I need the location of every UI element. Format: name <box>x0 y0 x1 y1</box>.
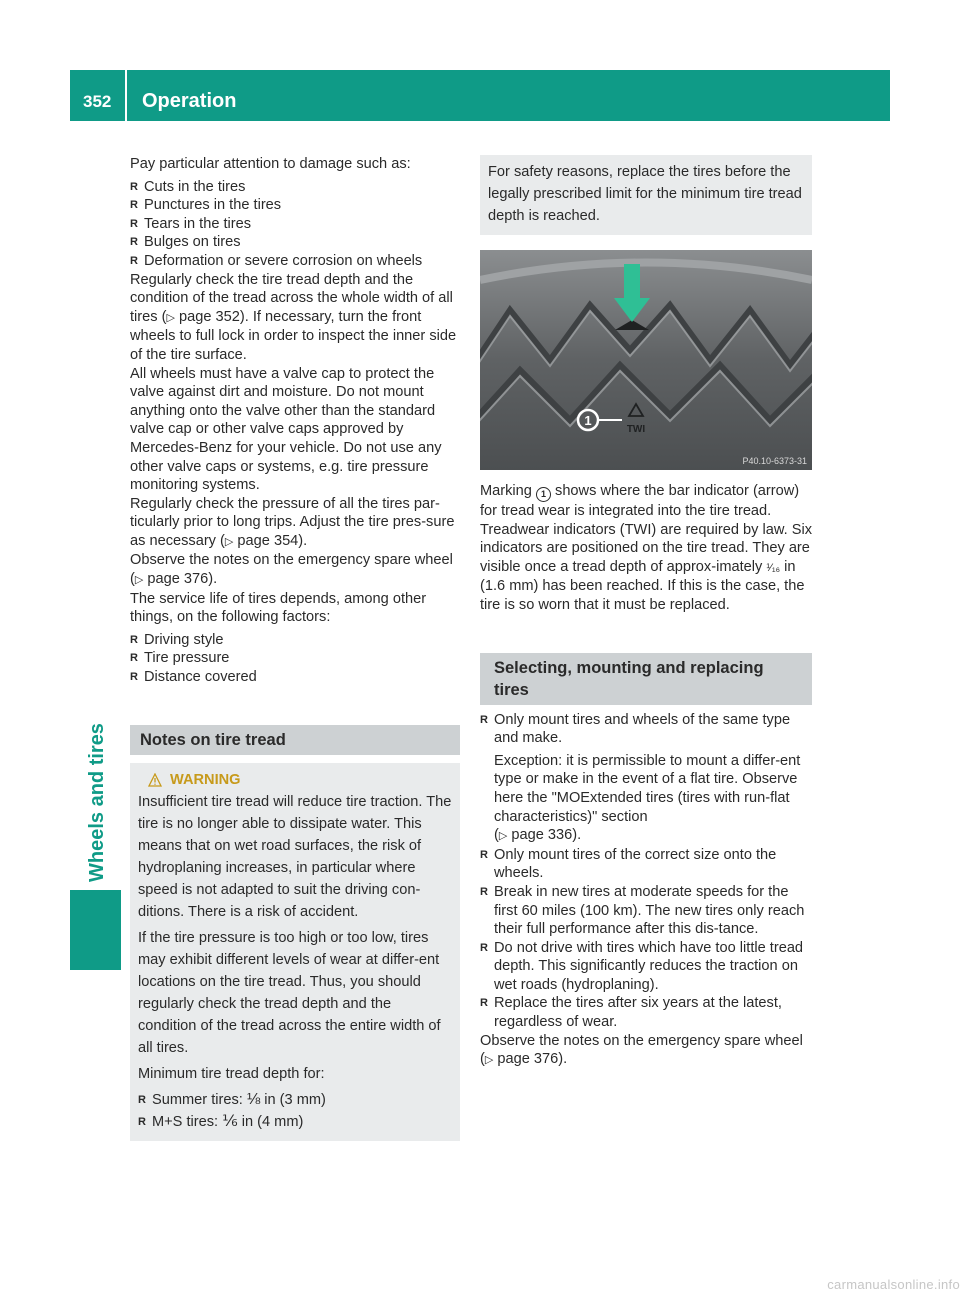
page-ref-icon: ▷ <box>498 830 508 843</box>
warning-title <box>138 769 452 791</box>
list-item: R Cuts in the tires <box>130 178 460 197</box>
tread-depth-list <box>138 1089 452 1133</box>
tire-tread-illustration <box>480 250 812 470</box>
warning-box <box>130 763 460 1141</box>
list-item: R Break in new tires at moderate speeds for the first 60 miles (100 km). The new tires only reach their full performance after this dis-tance. <box>480 883 812 939</box>
tire-tread-figure <box>480 250 812 470</box>
page-ref-icon: ▷ <box>166 311 175 324</box>
text: in (1.6 mm) has been reached. If this is the case, the tire is so worn that it must be replaced. <box>480 558 805 613</box>
warning-text: Insufficient tire tread will reduce tire traction. The tire is no longer able to dissipate water. This means that on wet road surfaces, the risk of hydroplaning increases, in particular where speed is not adapted to suit the driving con-ditions. There is a risk of accident. <box>138 793 452 920</box>
paragraph <box>480 1032 812 1070</box>
page-ref-icon: ▷ <box>484 1054 494 1067</box>
text: Marking <box>480 483 536 499</box>
list-item: R Do not drive with tires which have too little tread depth. This significantly reduces the traction on wet roads (hydroplaning). <box>480 939 812 995</box>
section-title: Operation <box>142 90 237 112</box>
list-item <box>138 1089 452 1111</box>
warning-title-text: WARNING <box>170 771 241 788</box>
damage-list <box>130 178 460 271</box>
figure-code: P40.10-6373-31 <box>742 456 807 466</box>
text: page 336). <box>507 827 582 844</box>
footer-url[interactable]: carmanualsonline.info <box>827 1277 960 1292</box>
warning-text: Minimum tire tread depth for: <box>138 1065 325 1082</box>
fraction: ¹⁄₁₆ <box>766 561 781 574</box>
page-ref-icon: ▷ <box>224 535 234 548</box>
paragraph: The service life of tires depends, among other things, on the following factors: <box>130 590 427 626</box>
paragraph <box>130 551 460 589</box>
text: in (3 mm) <box>260 1091 326 1108</box>
twi-label: TWI <box>626 424 646 435</box>
fraction: ⅛ <box>246 1090 261 1108</box>
text: page 354). <box>233 532 308 549</box>
left-column <box>130 155 460 1141</box>
list-item: R Tire pressure <box>130 649 460 668</box>
right-column <box>480 155 812 1070</box>
selecting-list <box>480 846 812 1032</box>
text: Treadwear indicators (TWI) are required by law. Six indicators are positioned on the tire tread. They are visible once a tread depth of approx-imately <box>480 521 812 575</box>
figure-marker-1: 1 <box>584 413 592 428</box>
text: page 352). If necessary, turn the front wheels to full lock in order to inspect the inner side of the tire surface. <box>130 308 457 363</box>
text: Regularly check the pressure of all the tires par-ticularly prior to long trips. Adjust the tire pres-sure as necessary ( <box>130 495 455 549</box>
text: shows where the bar indicator (arrow) for tread wear is integrated into the tire tread. <box>480 483 800 519</box>
paragraph <box>480 521 812 615</box>
side-tab-marker <box>70 890 121 970</box>
side-tab-label: Wheels and tires <box>86 723 108 882</box>
page-ref-icon: ▷ <box>134 574 144 587</box>
list-item: R Deformation or severe corrosion on wheels <box>130 252 460 271</box>
list-item <box>480 711 812 846</box>
fraction: ⅙ <box>222 1112 238 1130</box>
paragraph: All wheels must have a valve cap to protect the valve against dirt and moisture. Do not mount anything onto the valve other than the standard valve cap or other valve caps approved by Mercedes-Benz for your vehicle. Do not use any other valve caps or systems, e.g. tire pressure monitoring systems. <box>130 365 442 494</box>
list-item: R Bulges on tires <box>130 233 460 252</box>
intro-text: Pay particular attention to damage such as: <box>130 156 411 172</box>
header-divider <box>125 70 127 121</box>
list-item: R Distance covered <box>130 668 460 687</box>
notes-heading: Notes on tire tread <box>130 725 460 755</box>
text: Observe the notes on the emergency spare wheel ( <box>130 552 453 588</box>
text: page 376). <box>493 1051 568 1068</box>
list-item: R Replace the tires after six years at the latest, regardless of wear. <box>480 994 812 1031</box>
paragraph <box>130 495 460 552</box>
paragraph <box>480 482 812 521</box>
safety-note: For safety reasons, replace the tires before the legally prescribed limit for the minimum tire tread depth is reached. <box>480 155 812 235</box>
text: M+S tires: <box>152 1113 223 1130</box>
text: in (4 mm) <box>237 1113 304 1130</box>
list-item: R Only mount tires of the correct size onto the wheels. <box>480 846 812 883</box>
text: Exception: it is permissible to mount a differ-ent type or make in the event of a flat tire. Observe here the "MOExtended tires (tires with run-flat characteristics)" section <box>494 752 801 825</box>
list-item: R Tears in the tires <box>130 215 460 234</box>
text: Only mount tires and wheels of the same type and make. <box>494 711 791 747</box>
page-number: 352 <box>83 92 112 111</box>
factor-list <box>130 631 460 687</box>
text: page 376). <box>143 571 218 588</box>
text: Summer tires: <box>152 1091 247 1108</box>
selecting-heading: Selecting, mounting and replacing tires <box>480 653 812 705</box>
warning-icon <box>148 773 162 787</box>
text: Regularly check the tire tread depth and the condition of the tread across the whole width of all tires ( <box>130 271 453 325</box>
list-item: R Punctures in the tires <box>130 196 460 215</box>
list-item <box>138 1111 452 1133</box>
warning-text: If the tire pressure is too high or too low, tires may exhibit different levels of wear at differ-ent locations on the tire tread. Thus, you should regularly check the tread depth and the condition of the tread across the entire width of all tires. <box>138 929 441 1056</box>
page-header <box>70 70 890 121</box>
paragraph <box>130 271 460 365</box>
text: Observe the notes on the emergency spare wheel ( <box>480 1032 803 1068</box>
marker-1-icon: 1 <box>536 487 551 502</box>
exception-text: Exception: it is permissible to mount a differ-ent type or make in the event of a flat tire. Observe here the "MOExtended tires (tires with run-flat characteristics)" section (▷ page 336). <box>494 752 801 844</box>
list-item: R Driving style <box>130 631 460 650</box>
